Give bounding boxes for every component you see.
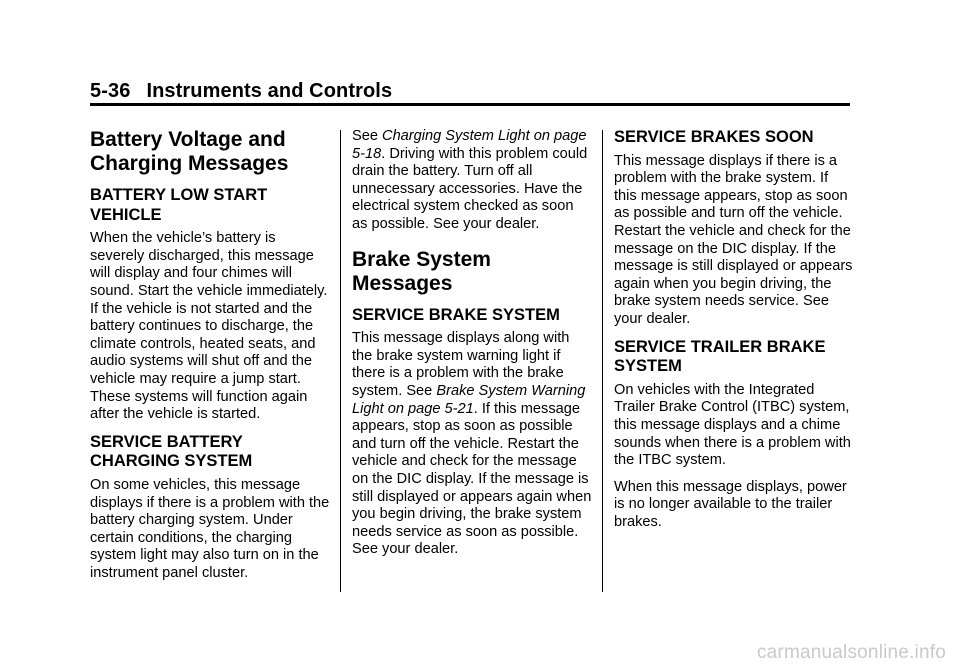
subheading-service-battery: SERVICE BATTERY CHARGING SYSTEM bbox=[90, 432, 253, 471]
page-number: 5-36 bbox=[90, 80, 131, 102]
page-header bbox=[90, 80, 392, 103]
paragraph-trailer-brake-1: On vehicles with the Integrated Trailer Brake Control (ITBC) system, this message displays and a chime sounds when there is a problem with the ITBC system. bbox=[614, 381, 851, 469]
paragraph-service-brake-system: This message displays along with the brake system warning light if there is a problem with the brake system. See Brake System Warning Light on page 5-21. If this message appears, stop as soon as possible and turn off the vehicle. Restart the vehicle and check for the message on the DIC display. If the message is still displayed or appears again when you begin driving, the brake system needs service as soon as possible. See your dealer. bbox=[352, 330, 592, 558]
cross-reference-link[interactable]: Brake System Warning Light on page 5-21 bbox=[352, 382, 586, 417]
paragraph-battery-low: When the vehicle’s battery is severely discharged, this message will display and four chimes will sound. Start the vehicle immediately. If the vehicle is not started and the battery continues to discharge, the climate controls, heated seats, and audio systems will shut off and the vehicle may require a jump start. These systems will function again after the vehicle is started. bbox=[90, 230, 328, 423]
subheading-service-brake-system: SERVICE BRAKE SYSTEM bbox=[352, 305, 560, 324]
section-heading-brake: Brake System Messages bbox=[352, 247, 491, 295]
cross-reference-link[interactable]: Charging System Light on page 5-18 bbox=[352, 128, 587, 162]
subheading-service-trailer-brake: SERVICE TRAILER BRAKE SYSTEM bbox=[614, 337, 826, 376]
watermark: carmanualsonline.info bbox=[756, 642, 946, 663]
section-heading-battery: Battery Voltage and Charging Messages bbox=[90, 128, 289, 175]
column-divider-2 bbox=[602, 130, 603, 592]
section-title: Instruments and Controls bbox=[146, 80, 393, 102]
paragraph-continued: See Charging System Light on page 5-18. Driving with this problem could drain the battery. Turn off all unnecessary accessories. Have the electrical system checked as soon as possible. See your dealer. bbox=[352, 128, 588, 232]
paragraph-service-brakes-soon: This message displays if there is a problem with the brake system. If this message appears, stop as soon as possible and turn off the vehicle. Restart the vehicle and check for the message on the DIC display. If the message is still displayed or appears again when you begin driving, the brake system needs service. See your dealer. bbox=[614, 152, 853, 327]
subheading-battery-low: BATTERY LOW START VEHICLE bbox=[90, 186, 268, 224]
subheading-service-brakes-soon: SERVICE BRAKES SOON bbox=[614, 128, 814, 146]
column-2 bbox=[352, 128, 592, 568]
column-divider-1 bbox=[340, 130, 341, 592]
column-1 bbox=[90, 128, 330, 591]
column-3 bbox=[614, 128, 854, 540]
paragraph-service-battery: On some vehicles, this message displays if there is a problem with the battery charging system. Under certain conditions, the charging system light may also turn on in the instrument panel cluster. bbox=[90, 476, 330, 581]
paragraph-trailer-brake-2: When this message displays, power is no longer available to the trailer brakes. bbox=[614, 478, 847, 530]
header-rule bbox=[90, 103, 850, 106]
